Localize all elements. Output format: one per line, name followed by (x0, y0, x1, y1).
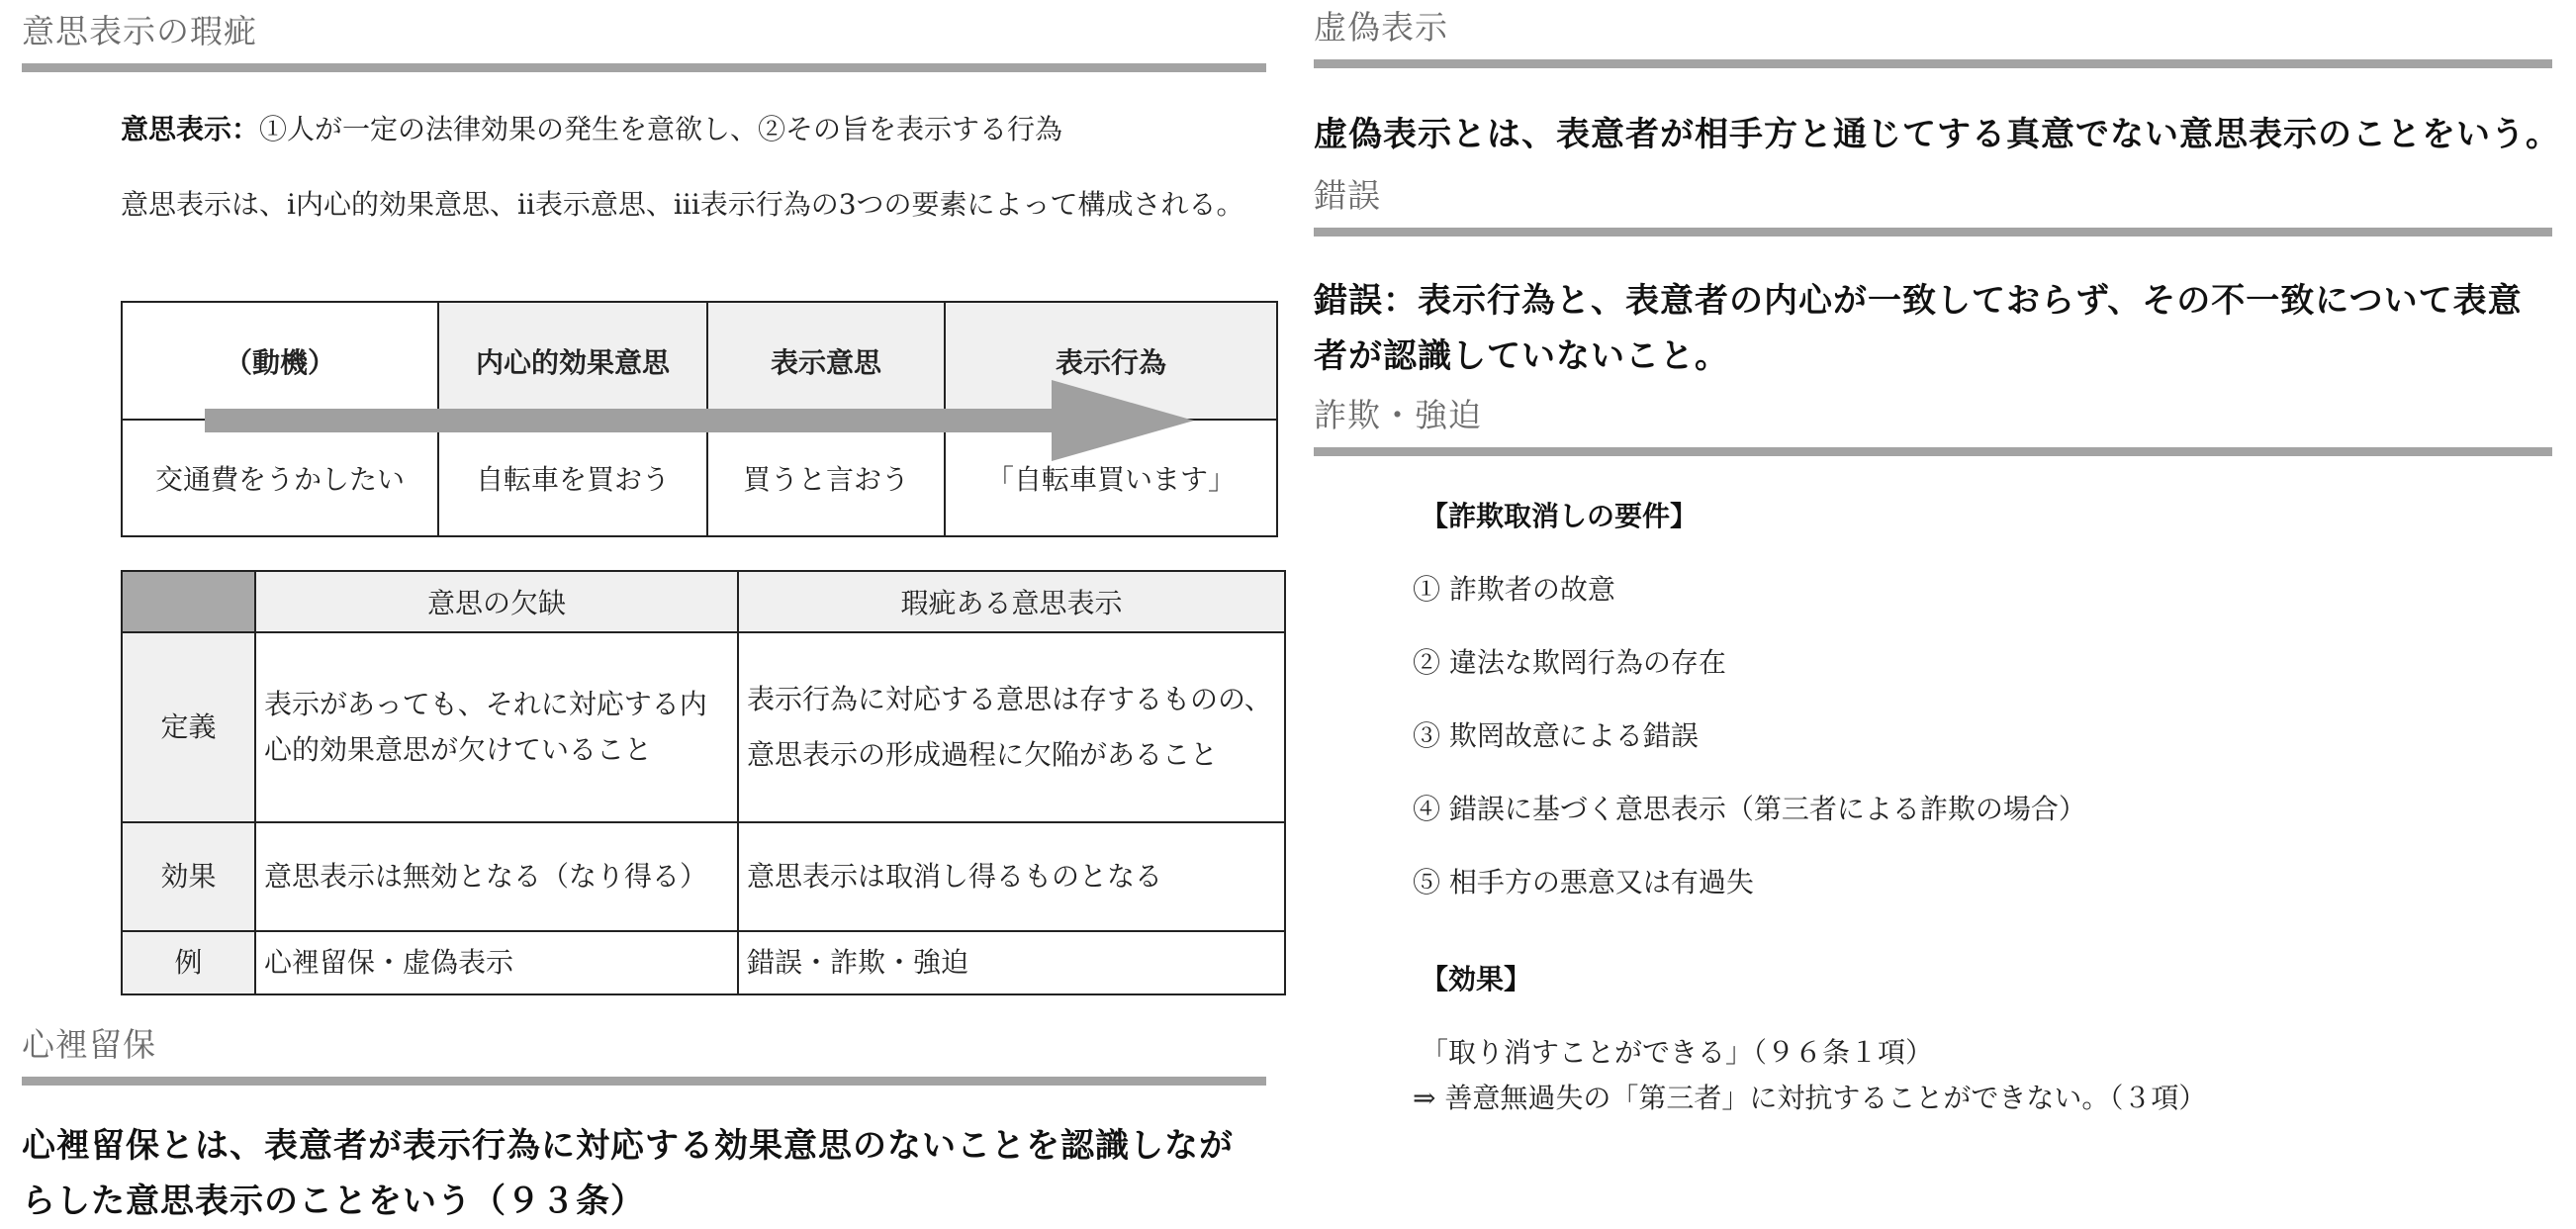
compare-table-wrapper (121, 570, 1284, 995)
components-text: 意思表示は、ⅰ内心的効果意思、ⅱ表示意思、ⅲ表示行為の3つの要素によって構成される。 (121, 188, 1244, 221)
compare-row-definition (122, 632, 1285, 822)
compare-row-effect (122, 822, 1285, 931)
definition-term: 意思表示： (121, 113, 260, 145)
compare-row-example (122, 931, 1285, 994)
heading-ishihyoji-kashi: 意思表示の瑕疵 (22, 10, 1266, 72)
process-table-wrapper (121, 301, 1276, 537)
requirement-item: ⑤ 相手方の悪意又は有過失 (1413, 866, 1754, 898)
reservation-text: 心裡留保とは、表意者が表示行為に対応する効果意思のないことを認識しながらした意思表示のことをいう（９３条） (22, 1126, 1234, 1221)
compare-rowhead-effect: 効果 (122, 822, 255, 931)
sham-text: 虚偽表示とは、表意者が相手方と通じてする真意でない意思表示のことをいう。 (1314, 115, 2560, 154)
process-header-expression-intent: 表示意思 (707, 302, 945, 420)
heading-sagi-kyohaku: 詐欺・強迫 (1314, 394, 2552, 456)
effect-line-2: ⇒ 善意無過失の「第三者」に対抗することができない。（３項） (1413, 1082, 2207, 1114)
compare-cell-definition-lack: 表示があっても、それに対応する内心的効果意思が欠けていること (255, 632, 738, 822)
heading-shinri-ryuho: 心裡留保 (22, 1023, 1266, 1086)
process-header-effect-intent: 内心的効果意思 (438, 302, 707, 420)
effect-line-1: 「取り消すことができる」（９６条１項） (1421, 1036, 1934, 1069)
process-cell-motive: 交通費をうかしたい (122, 420, 438, 536)
compare-cell-effect-lack: 意思表示は無効となる（なり得る） (255, 822, 738, 931)
process-cell-expression-act: 「自転車買います」 (945, 420, 1277, 536)
process-table (121, 301, 1278, 537)
effect-title: 【効果】 (1421, 963, 1532, 995)
compare-cell-example-defective: 錯誤・詐欺・強迫 (738, 931, 1285, 994)
compare-table (121, 570, 1286, 995)
definition-body: ①人が一定の法律効果の発生を意欲し、②その旨を表示する行為 (259, 113, 1063, 145)
requirements-title: 【詐欺取消しの要件】 (1421, 500, 1699, 532)
requirement-item: ① 詐欺者の故意 (1413, 573, 1615, 606)
requirement-item: ③ 欺罔故意による錯誤 (1413, 719, 1699, 752)
definition-line (121, 107, 1258, 152)
process-header-expression-act: 表示行為 (945, 302, 1277, 420)
requirement-item: ④ 錯誤に基づく意思表示（第三者による詐欺の場合） (1413, 793, 2086, 825)
mistake-text: 錯誤：表示行為と、表意者の内心が一致しておらず、その不一致について表意者が認識していないこと。 (1314, 281, 2523, 376)
compare-cell-effect-defective: 意思表示は取消し得るものとなる (738, 822, 1285, 931)
compare-cell-definition-defective: 表示行為に対応する意思は存するものの、意思表示の形成過程に欠陥があること (738, 632, 1285, 822)
compare-header-defective-expression: 瑕疵ある意思表示 (738, 571, 1285, 632)
requirement-item: ② 違法な欺罔行為の存在 (1413, 646, 1726, 679)
compare-rowhead-example: 例 (122, 931, 255, 994)
compare-header-lack-of-intent: 意思の欠缺 (255, 571, 738, 632)
compare-cell-example-lack: 心裡留保・虚偽表示 (255, 931, 738, 994)
heading-sakugo: 錯誤 (1314, 174, 2552, 236)
compare-rowhead-definition: 定義 (122, 632, 255, 822)
process-cell-expression-intent: 買うと言おう (707, 420, 945, 536)
compare-header-corner (122, 571, 255, 632)
process-cell-effect-intent: 自転車を買おう (438, 420, 707, 536)
process-header-motive: （動機） (122, 302, 438, 420)
heading-kyogi-hyoji: 虚偽表示 (1314, 6, 2552, 68)
